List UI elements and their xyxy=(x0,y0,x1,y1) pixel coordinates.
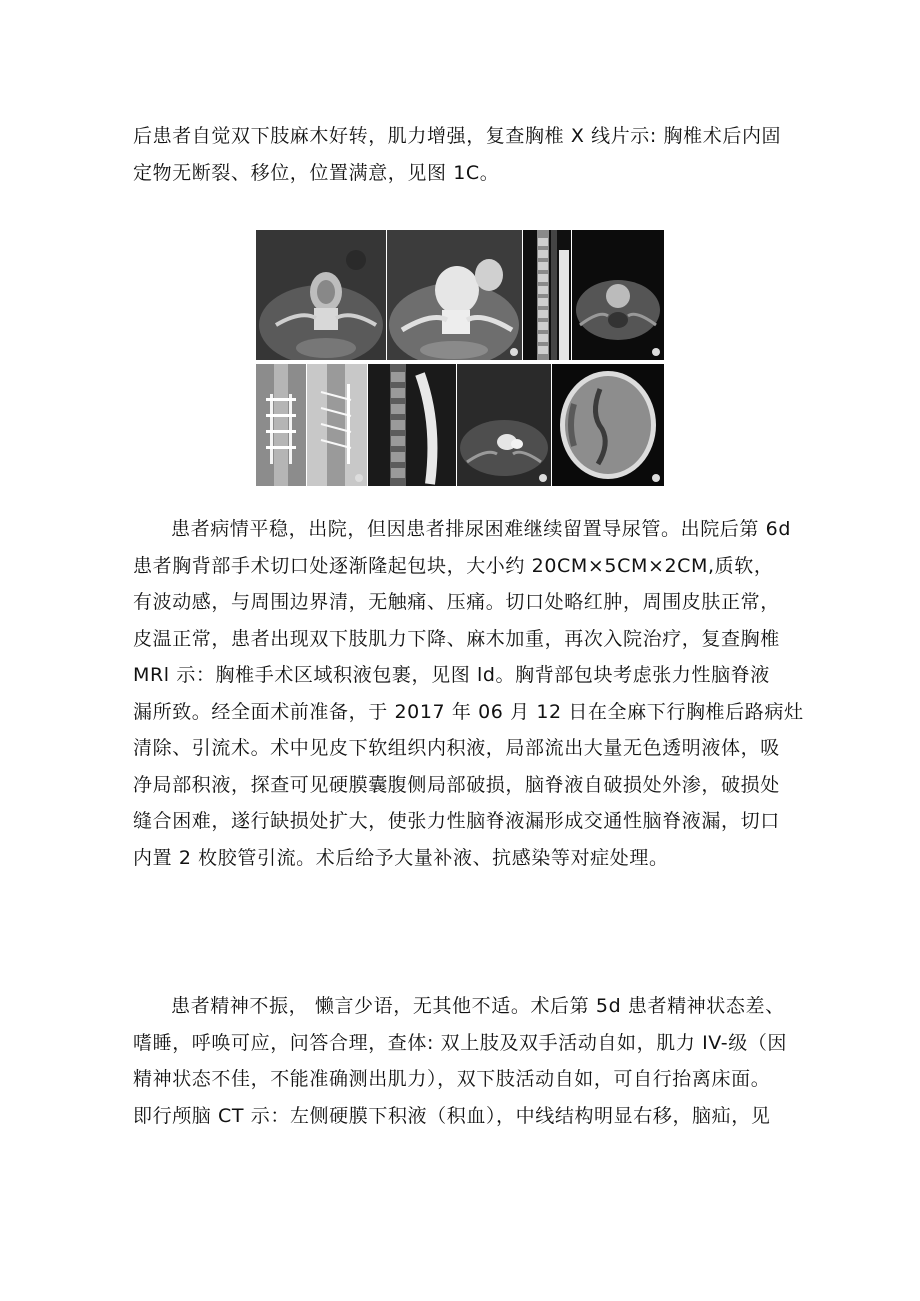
ct-axial-panel-b xyxy=(387,230,522,360)
paragraph-1 xyxy=(133,118,793,191)
text-line: 即行颅脑 CT 示：左侧硬膜下积液（积血），中线结构明显右移，脑疝，见 xyxy=(133,1104,771,1127)
mri-axial-panel xyxy=(572,230,664,360)
text-line: 净局部积液，探查可见硬膜囊腹侧局部破损，脑脊液自破损处外渗，破损处 xyxy=(133,773,780,796)
ct-head-image xyxy=(552,364,664,486)
panel-marker xyxy=(652,474,660,482)
mri-sagittal-image-2 xyxy=(368,364,456,486)
paragraph-3 xyxy=(133,988,793,1134)
xray-ap-panel xyxy=(256,364,306,486)
text-line: 有波动感，与周围边界清，无触痛、压痛。切口处略红肿，周围皮肤正常， xyxy=(133,591,780,613)
xray-lateral-panel xyxy=(307,364,367,486)
text-line: 精神状态不佳，不能准确测出肌力），双下肢活动自如，可自行抬离床面。 xyxy=(133,1068,771,1090)
text-line: 皮温正常，患者出现双下肢肌力下降、麻木加重，再次入院治疗，复查胸椎 xyxy=(133,627,780,650)
text-line: 患者胸背部手术切口处逐渐隆起包块，大小约 20CM×5CM×2CM,质软， xyxy=(133,554,774,577)
text-line: 患者精神不振， 懒言少语，无其他不适。术后第 5d 患者精神状态差、 xyxy=(171,995,785,1017)
text-line: 后患者自觉双下肢麻木好转，肌力增强，复查胸椎 X 线片示: 胸椎术后内固 xyxy=(133,125,782,147)
ct-head-panel xyxy=(552,364,664,486)
panel-marker xyxy=(355,474,363,482)
mri-axial-panel-2 xyxy=(457,364,551,486)
paragraph-2 xyxy=(133,511,804,876)
text-line: 缝合困难，遂行缺损处扩大，使张力性脑脊液漏形成交通性脑脊液漏，切口 xyxy=(133,810,780,832)
mri-axial-image-2 xyxy=(457,364,551,486)
text-line: 清除、引流术。术中见皮下软组织内积液，局部流出大量无色透明液体，吸 xyxy=(133,737,780,759)
text-line: 漏所致。经全面术前准备，于 2017 年 06 月 12 日在全麻下行胸椎后路病灶 xyxy=(133,700,804,723)
text-line: 定物无断裂、移位，位置满意，见图 1C。 xyxy=(133,161,500,184)
medical-imaging-figure xyxy=(256,230,664,486)
text-line: MRl 示：胸椎手术区域积液包裹，见图 ld。胸背部包块考虑张力性脑脊液 xyxy=(133,664,770,686)
text-line: 内置 2 枚胶管引流。术后给予大量补液、抗感染等对症处理。 xyxy=(133,846,669,869)
panel-marker xyxy=(652,348,660,356)
ct-axial-image-a xyxy=(256,230,386,360)
xray-lateral-image xyxy=(307,364,367,486)
ct-axial-panel-a xyxy=(256,230,386,360)
panel-marker xyxy=(510,348,518,356)
mri-sagittal-panel-2 xyxy=(368,364,456,486)
xray-ap-image xyxy=(256,364,306,486)
text-line: 嗜睡，呼唤可应，问答合理，查体: 双上肢及双手活动自如，肌力 IV-级（因 xyxy=(133,1031,788,1054)
ct-axial-image-b xyxy=(387,230,522,360)
mri-axial-image xyxy=(572,230,664,360)
mri-sagittal-panel xyxy=(523,230,571,360)
text-line: 患者病情平稳，出院，但因患者排尿困难继续留置导尿管。出院后第 6d xyxy=(171,518,791,540)
panel-marker xyxy=(539,474,547,482)
mri-sagittal-image xyxy=(523,230,571,360)
